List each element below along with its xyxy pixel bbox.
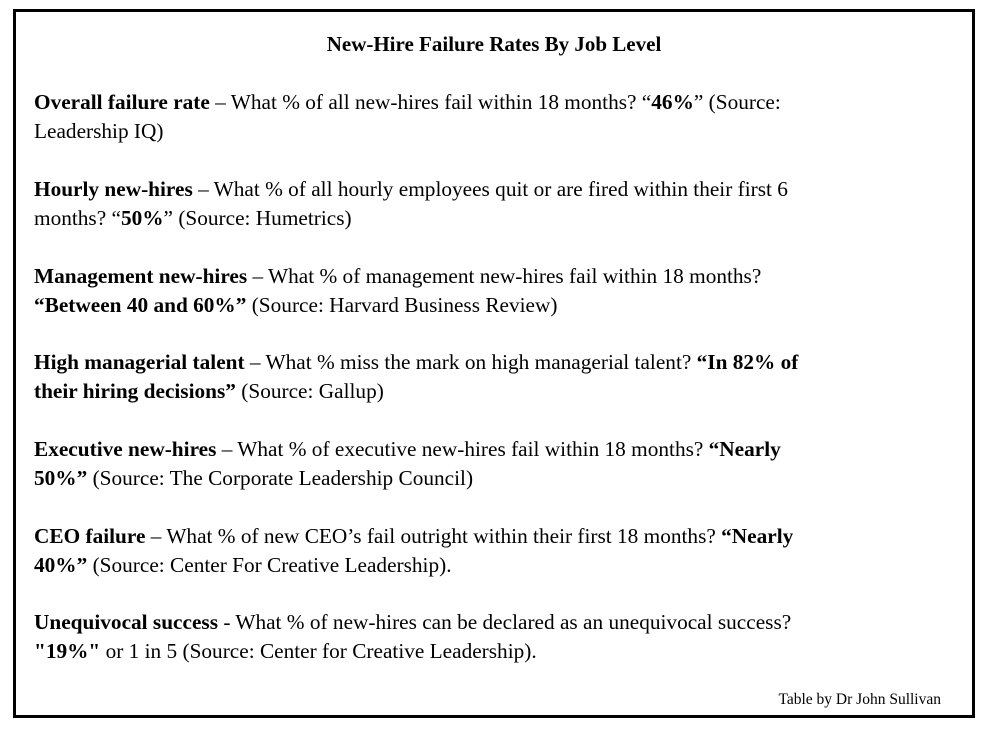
bold-text: “Nearly [708,437,781,461]
body-text: – What % of new CEO’s fail outright within their first 18 months? [145,524,722,548]
bold-text: Unequivocal success [34,610,218,634]
bold-text: Hourly new-hires [34,177,193,201]
entry-second-line [34,377,944,406]
entry-first-line [34,175,944,204]
failure-rate-entry [34,522,944,580]
entry-first-line [34,348,944,377]
bold-text: 46% [651,90,694,114]
entry-second-line [34,291,944,320]
body-text: - What % of new-hires can be declared as an unequivocal success? [218,610,792,634]
body-text: (Source: The Corporate Leadership Council) [87,466,474,490]
failure-rate-entry [34,608,944,666]
bold-text: Management new-hires [34,264,248,288]
body-text: or 1 in 5 (Source: Center for Creative Leadership). [100,639,537,663]
bold-text: “Between 40 and 60%” [34,293,247,317]
bold-text: “Nearly [721,524,794,548]
bold-text: 50%” [34,466,88,490]
body-text: – What % of all hourly employees quit or are fired within their first 6 [192,177,788,201]
body-text: months? “ [34,206,121,230]
bold-text: CEO failure [34,524,146,548]
failure-rate-entry [34,262,944,320]
failure-rate-entry [34,435,944,493]
entry-second-line [34,637,944,666]
body-text: Leadership IQ) [34,119,164,143]
body-text: – What % of executive new-hires fail within 18 months? [216,437,709,461]
bold-text: Overall failure rate [34,90,210,114]
table-credit: Table by Dr John Sullivan [778,691,941,708]
body-text: (Source: Gallup) [235,379,384,403]
failure-rate-entry [34,88,944,146]
failure-rate-entry [34,348,944,406]
body-text: (Source: Center For Creative Leadership). [87,553,452,577]
body-text: – What % of management new-hires fail within 18 months? [247,264,762,288]
bold-text: Executive new-hires [34,437,217,461]
entry-first-line [34,435,944,464]
document-title: New-Hire Failure Rates By Job Level [326,32,662,56]
entry-first-line [34,522,944,551]
bold-text: 40%” [34,553,88,577]
document-frame [13,9,975,718]
entry-second-line [34,551,944,580]
bold-text: "19%" [34,639,101,663]
bold-text: “In 82% of [696,350,799,374]
body-text: – What % miss the mark on high managerial talent? [244,350,697,374]
body-text: ” (Source: [693,90,781,114]
bold-text: 50% [120,206,164,230]
failure-rate-entry [34,175,944,233]
bold-text: their hiring decisions” [34,379,236,403]
entry-second-line [34,117,944,146]
entry-first-line [34,262,944,291]
entry-first-line [34,608,944,637]
bold-text: High managerial talent [34,350,245,374]
entry-first-line [34,88,944,117]
entry-second-line [34,204,944,233]
body-text: (Source: Harvard Business Review) [246,293,558,317]
entry-second-line [34,464,944,493]
body-text: – What % of all new-hires fail within 18 months? “ [209,90,652,114]
body-text: ” (Source: Humetrics) [163,206,352,230]
